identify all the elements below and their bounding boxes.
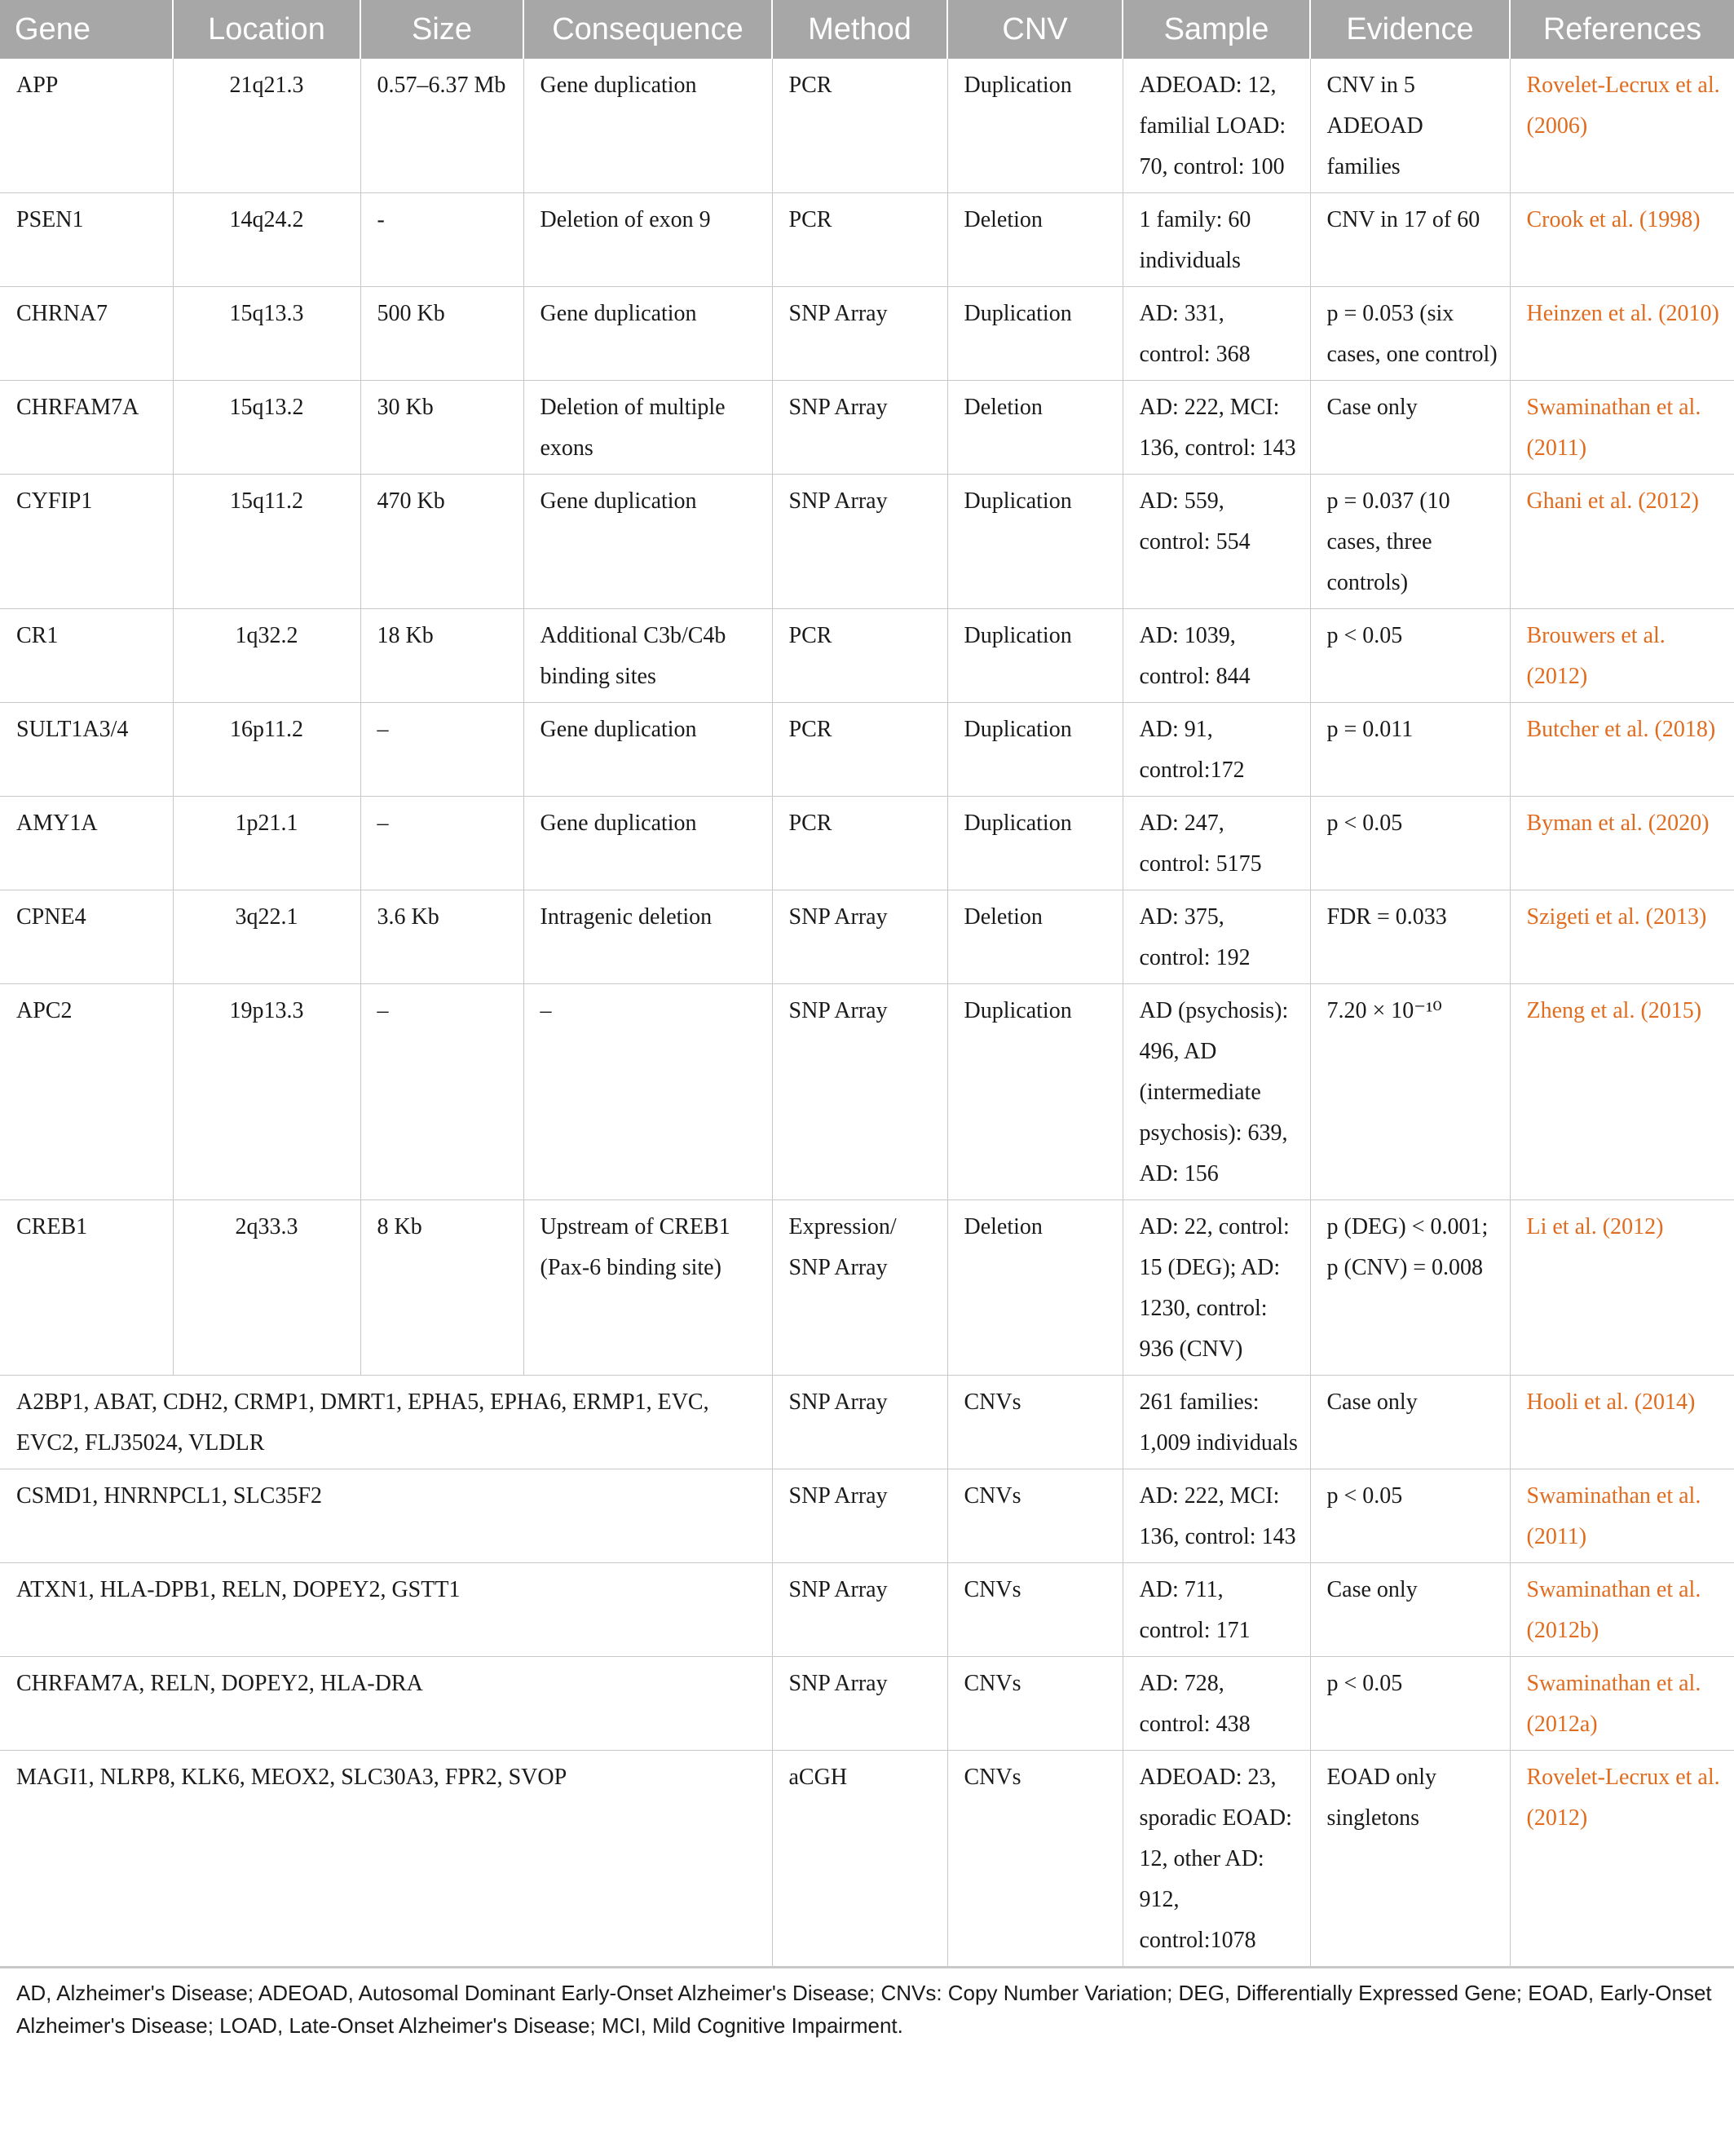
cell-sample: AD: 222, MCI: 136, control: 143: [1123, 381, 1310, 475]
cell-sample: AD: 22, control: 15 (DEG); AD: 1230, control: 936 (CNV): [1123, 1200, 1310, 1376]
header-row: [0, 0, 1734, 59]
header-references: References: [1510, 0, 1734, 59]
cell-method: SNP Array: [772, 984, 947, 1200]
table-row: [0, 381, 1734, 475]
cell-method: SNP Array: [772, 1563, 947, 1657]
cell-consequence: Additional C3b/C4b binding sites: [523, 609, 772, 703]
cell-method: aCGH: [772, 1751, 947, 1967]
cell-cnv: CNVs: [947, 1469, 1123, 1563]
reference-link[interactable]: Rovelet-Lecrux et al. (2006): [1510, 59, 1734, 193]
cell-method: SNP Array: [772, 1469, 947, 1563]
cell-method: PCR: [772, 703, 947, 797]
cell-gene-list: ATXN1, HLA-DPB1, RELN, DOPEY2, GSTT1: [0, 1563, 772, 1657]
header-consequence: Consequence: [523, 0, 772, 59]
cell-location: 21q21.3: [173, 59, 360, 193]
cell-evidence: Case only: [1310, 381, 1510, 475]
cell-consequence: Gene duplication: [523, 703, 772, 797]
cell-evidence: p < 0.05: [1310, 609, 1510, 703]
cell-location: 14q24.2: [173, 193, 360, 287]
reference-link[interactable]: Ghani et al. (2012): [1510, 475, 1734, 609]
cell-evidence: p = 0.011: [1310, 703, 1510, 797]
cell-consequence: Deletion of exon 9: [523, 193, 772, 287]
cell-evidence: p < 0.05: [1310, 1657, 1510, 1751]
cell-evidence: EOAD only singletons: [1310, 1751, 1510, 1967]
cell-size: 0.57–6.37 Mb: [360, 59, 523, 193]
cell-gene-list: CSMD1, HNRNPCL1, SLC35F2: [0, 1469, 772, 1563]
header-gene: Gene: [0, 0, 173, 59]
cell-location: 15q13.2: [173, 381, 360, 475]
cell-evidence: p < 0.05: [1310, 797, 1510, 890]
cell-sample: AD: 91, control:172: [1123, 703, 1310, 797]
cell-gene: CPNE4: [0, 890, 173, 984]
cell-evidence: CNV in 5 ADEOAD families: [1310, 59, 1510, 193]
reference-link[interactable]: Hooli et al. (2014): [1510, 1376, 1734, 1469]
cell-size: –: [360, 797, 523, 890]
cell-size: 500 Kb: [360, 287, 523, 381]
cell-gene-list: MAGI1, NLRP8, KLK6, MEOX2, SLC30A3, FPR2, SVOP: [0, 1751, 772, 1967]
cell-cnv: Deletion: [947, 193, 1123, 287]
header-sample: Sample: [1123, 0, 1310, 59]
table-row: [0, 703, 1734, 797]
cell-method: SNP Array: [772, 475, 947, 609]
cell-size: –: [360, 984, 523, 1200]
header-cnv: CNV: [947, 0, 1123, 59]
cell-location: 16p11.2: [173, 703, 360, 797]
cell-cnv: Deletion: [947, 1200, 1123, 1376]
table-row: [0, 984, 1734, 1200]
table-row: [0, 1376, 1734, 1469]
cell-sample: AD: 1039, control: 844: [1123, 609, 1310, 703]
cell-evidence: Case only: [1310, 1563, 1510, 1657]
reference-link[interactable]: Swaminathan et al. (2011): [1510, 1469, 1734, 1563]
reference-link[interactable]: Butcher et al. (2018): [1510, 703, 1734, 797]
cell-consequence: Gene duplication: [523, 475, 772, 609]
reference-link[interactable]: Swaminathan et al. (2012b): [1510, 1563, 1734, 1657]
cell-gene: APP: [0, 59, 173, 193]
cell-size: 3.6 Kb: [360, 890, 523, 984]
cell-consequence: Deletion of multiple exons: [523, 381, 772, 475]
cell-evidence: FDR = 0.033: [1310, 890, 1510, 984]
cell-sample: AD: 711, control: 171: [1123, 1563, 1310, 1657]
cell-location: 15q11.2: [173, 475, 360, 609]
cell-size: 18 Kb: [360, 609, 523, 703]
cell-size: –: [360, 703, 523, 797]
cell-sample: ADEOAD: 12, familial LOAD: 70, control: 100: [1123, 59, 1310, 193]
cell-cnv: Duplication: [947, 984, 1123, 1200]
cell-sample: AD: 728, control: 438: [1123, 1657, 1310, 1751]
cell-sample: 261 families: 1,009 individuals: [1123, 1376, 1310, 1469]
table-row: [0, 287, 1734, 381]
cell-gene: CR1: [0, 609, 173, 703]
cell-gene: CHRNA7: [0, 287, 173, 381]
cell-consequence: –: [523, 984, 772, 1200]
cell-gene: CREB1: [0, 1200, 173, 1376]
cell-method: PCR: [772, 193, 947, 287]
cell-method: SNP Array: [772, 381, 947, 475]
table-row: [0, 59, 1734, 193]
cell-cnv: CNVs: [947, 1657, 1123, 1751]
cell-cnv: Duplication: [947, 703, 1123, 797]
cell-sample: AD: 247, control: 5175: [1123, 797, 1310, 890]
cell-cnv: CNVs: [947, 1563, 1123, 1657]
table-row: [0, 1563, 1734, 1657]
cell-sample: AD: 222, MCI: 136, control: 143: [1123, 1469, 1310, 1563]
reference-link[interactable]: Swaminathan et al. (2011): [1510, 381, 1734, 475]
cell-size: 30 Kb: [360, 381, 523, 475]
reference-link[interactable]: Byman et al. (2020): [1510, 797, 1734, 890]
reference-link[interactable]: Rovelet-Lecrux et al. (2012): [1510, 1751, 1734, 1967]
header-method: Method: [772, 0, 947, 59]
reference-link[interactable]: Swaminathan et al. (2012a): [1510, 1657, 1734, 1751]
cell-gene-list: A2BP1, ABAT, CDH2, CRMP1, DMRT1, EPHA5, EPHA6, ERMP1, EVC, EVC2, FLJ35024, VLDLR: [0, 1376, 772, 1469]
cell-gene: CHRFAM7A: [0, 381, 173, 475]
cell-cnv: Duplication: [947, 475, 1123, 609]
cell-gene-list: CHRFAM7A, RELN, DOPEY2, HLA-DRA: [0, 1657, 772, 1751]
cell-sample: ADEOAD: 23, sporadic EOAD: 12, other AD: 912, control:1078: [1123, 1751, 1310, 1967]
cell-location: 1q32.2: [173, 609, 360, 703]
cell-location: 1p21.1: [173, 797, 360, 890]
cell-size: 470 Kb: [360, 475, 523, 609]
header-evidence: Evidence: [1310, 0, 1510, 59]
cell-cnv: Duplication: [947, 59, 1123, 193]
table-row: [0, 1200, 1734, 1376]
cell-cnv: Duplication: [947, 609, 1123, 703]
header-location: Location: [173, 0, 360, 59]
table-footnote: AD, Alzheimer's Disease; ADEOAD, Autosomal Dominant Early-Onset Alzheimer's Disease; CNVs: Copy Number Variation; DEG, Differentially Expressed Gene; EOAD, Early-Onset Alzheimer's Disease; LOAD, Late-Onset Alzheimer's Disease; MCI, Mild Cognitive Impairment.: [16, 1981, 1712, 2038]
cell-method: PCR: [772, 609, 947, 703]
cell-sample: AD: 559, control: 554: [1123, 475, 1310, 609]
cell-gene: CYFIP1: [0, 475, 173, 609]
table-row: [0, 1657, 1734, 1751]
cell-cnv: Duplication: [947, 287, 1123, 381]
table-row: [0, 1469, 1734, 1563]
cell-location: 3q22.1: [173, 890, 360, 984]
cell-location: 19p13.3: [173, 984, 360, 1200]
cell-cnv: Deletion: [947, 890, 1123, 984]
table-row: [0, 475, 1734, 609]
table-row: [0, 890, 1734, 984]
cell-size: -: [360, 193, 523, 287]
table-row: [0, 609, 1734, 703]
reference-link[interactable]: Li et al. (2012): [1510, 1200, 1734, 1376]
table-row: [0, 193, 1734, 287]
cell-evidence: p (DEG) < 0.001; p (CNV) = 0.008: [1310, 1200, 1510, 1376]
cell-size: 8 Kb: [360, 1200, 523, 1376]
reference-link[interactable]: Zheng et al. (2015): [1510, 984, 1734, 1200]
cell-cnv: CNVs: [947, 1751, 1123, 1967]
header-size: Size: [360, 0, 523, 59]
cell-method: SNP Array: [772, 1376, 947, 1469]
cell-sample: AD: 375, control: 192: [1123, 890, 1310, 984]
cell-consequence: Gene duplication: [523, 797, 772, 890]
table-row: [0, 797, 1734, 890]
cell-evidence: CNV in 17 of 60: [1310, 193, 1510, 287]
cell-evidence: p = 0.053 (six cases, one control): [1310, 287, 1510, 381]
cell-evidence: p = 0.037 (10 cases, three controls): [1310, 475, 1510, 609]
cell-cnv: Deletion: [947, 381, 1123, 475]
cell-method: Expression/ SNP Array: [772, 1200, 947, 1376]
cell-method: PCR: [772, 59, 947, 193]
cell-consequence: Upstream of CREB1 (Pax-6 binding site): [523, 1200, 772, 1376]
cell-gene: AMY1A: [0, 797, 173, 890]
cell-sample: AD (psychosis): 496, AD (intermediate psychosis): 639, AD: 156: [1123, 984, 1310, 1200]
cell-gene: APC2: [0, 984, 173, 1200]
cell-evidence: Case only: [1310, 1376, 1510, 1469]
cell-evidence: p < 0.05: [1310, 1469, 1510, 1563]
cell-consequence: Gene duplication: [523, 287, 772, 381]
cell-method: SNP Array: [772, 890, 947, 984]
cell-sample: AD: 331, control: 368: [1123, 287, 1310, 381]
reference-link[interactable]: Crook et al. (1998): [1510, 193, 1734, 287]
cell-gene: SULT1A3/4: [0, 703, 173, 797]
cell-location: 15q13.3: [173, 287, 360, 381]
cell-evidence: 7.20 × 10⁻¹⁰: [1310, 984, 1510, 1200]
table-row: [0, 1751, 1734, 1967]
cell-gene: PSEN1: [0, 193, 173, 287]
cell-cnv: Duplication: [947, 797, 1123, 890]
cell-method: PCR: [772, 797, 947, 890]
reference-link[interactable]: Szigeti et al. (2013): [1510, 890, 1734, 984]
cell-sample: 1 family: 60 individuals: [1123, 193, 1310, 287]
cell-method: SNP Array: [772, 287, 947, 381]
cell-location: 2q33.3: [173, 1200, 360, 1376]
cell-consequence: Intragenic deletion: [523, 890, 772, 984]
cell-consequence: Gene duplication: [523, 59, 772, 193]
reference-link[interactable]: Heinzen et al. (2010): [1510, 287, 1734, 381]
cell-cnv: CNVs: [947, 1376, 1123, 1469]
cell-method: SNP Array: [772, 1657, 947, 1751]
reference-link[interactable]: Brouwers et al. (2012): [1510, 609, 1734, 703]
